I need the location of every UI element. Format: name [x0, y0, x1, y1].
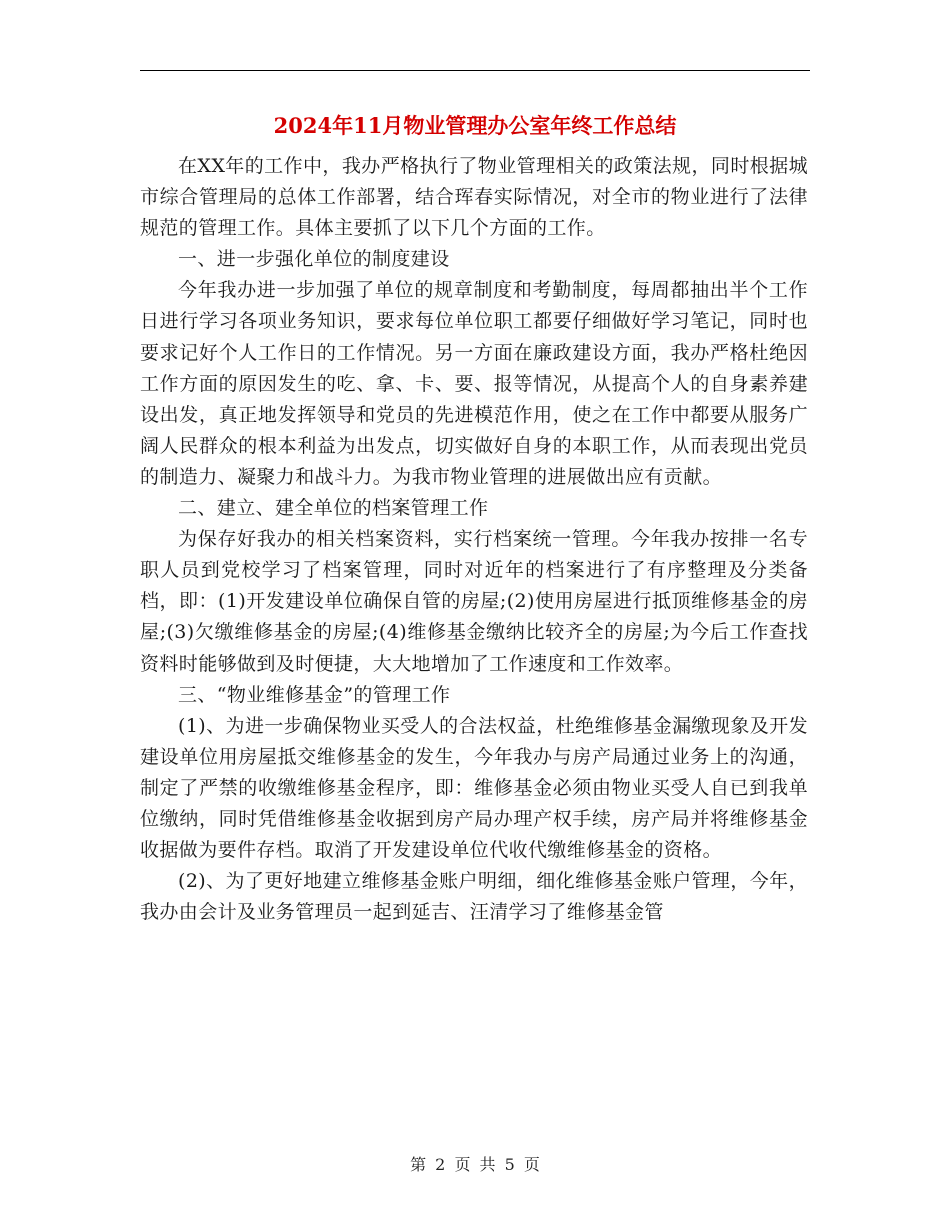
intro-paragraph: 在XX年的工作中，我办严格执行了物业管理相关的政策法规，同时根据城市综合管理局的总体工作部署，结合珲春实际情况，对全市的物业进行了法律规范的管理工作。具体主要抓了以下几个方面的工作。 — [140, 155, 808, 240]
document-body — [140, 151, 808, 928]
page-number: 第 2 页 共 5 页 — [410, 1155, 540, 1174]
section-heading-1: 一、进一步强化单位的制度建设 — [178, 248, 450, 271]
section-2-paragraph: 为保存好我办的相关档案资料，实行档案统一管理。今年我办按排一名专职人员到党校学习了档案管理，同时对近年的档案进行了有序整理及分类备档，即：(1)开发建设单位确保自管的房屋;(2)使用房屋进行抵顶维修基金的房屋;(3)欠缴维修基金的房屋;(4)维修基金缴纳比较齐全的房屋;为今后工作查找资料时能够做到及时便捷，大大地增加了工作速度和工作效率。 — [140, 528, 808, 675]
section-heading-3: 三、“物业维修基金”的管理工作 — [178, 683, 451, 706]
section-3-item-1: (1)、为进一步确保物业买受人的合法权益，杜绝维修基金漏缴现象及开发建设单位用房屋抵交维修基金的发生，今年我办与房产局通过业务上的沟通，制定了严禁的收缴维修基金程序，即：维修基金必须由物业买受人自已到我单位缴纳，同时凭借维修基金收据到房产局办理产权手续，房产局并将维修基金收据做为要件存档。取消了开发建设单位代收代缴维修基金的资格。 — [140, 714, 808, 862]
document-title: 2024年11月物业管理办公室年终工作总结 — [273, 113, 677, 138]
section-heading-2: 二、建立、建全单位的档案管理工作 — [178, 497, 489, 520]
section-1-paragraph: 今年我办进一步加强了单位的规章制度和考勤制度，每周都抽出半个工作日进行学习各项业务知识，要求每位单位职工都要仔细做好学习笔记，同时也要求记好个人工作日的工作情况。另一方面在廉政建设方面，我办严格杜绝因工作方面的原因发生的吃、拿、卡、要、报等情况，从提高个人的自身素养建设出发，真正地发挥领导和党员的先进模范作用，使之在工作中都要从服务广阔人民群众的根本利益为出发点，切实做好自身的本职工作，从而表现出党员的制造力、凝聚力和战斗力。为我市物业管理的进展做出应有贡献。 — [140, 279, 808, 488]
section-3-item-2: (2)、为了更好地建立维修基金账户明细，细化维修基金账户管理，今年，我办由会计及业务管理员一起到延吉、汪清学习了维修基金管 — [140, 870, 808, 924]
header-rule — [140, 70, 810, 71]
